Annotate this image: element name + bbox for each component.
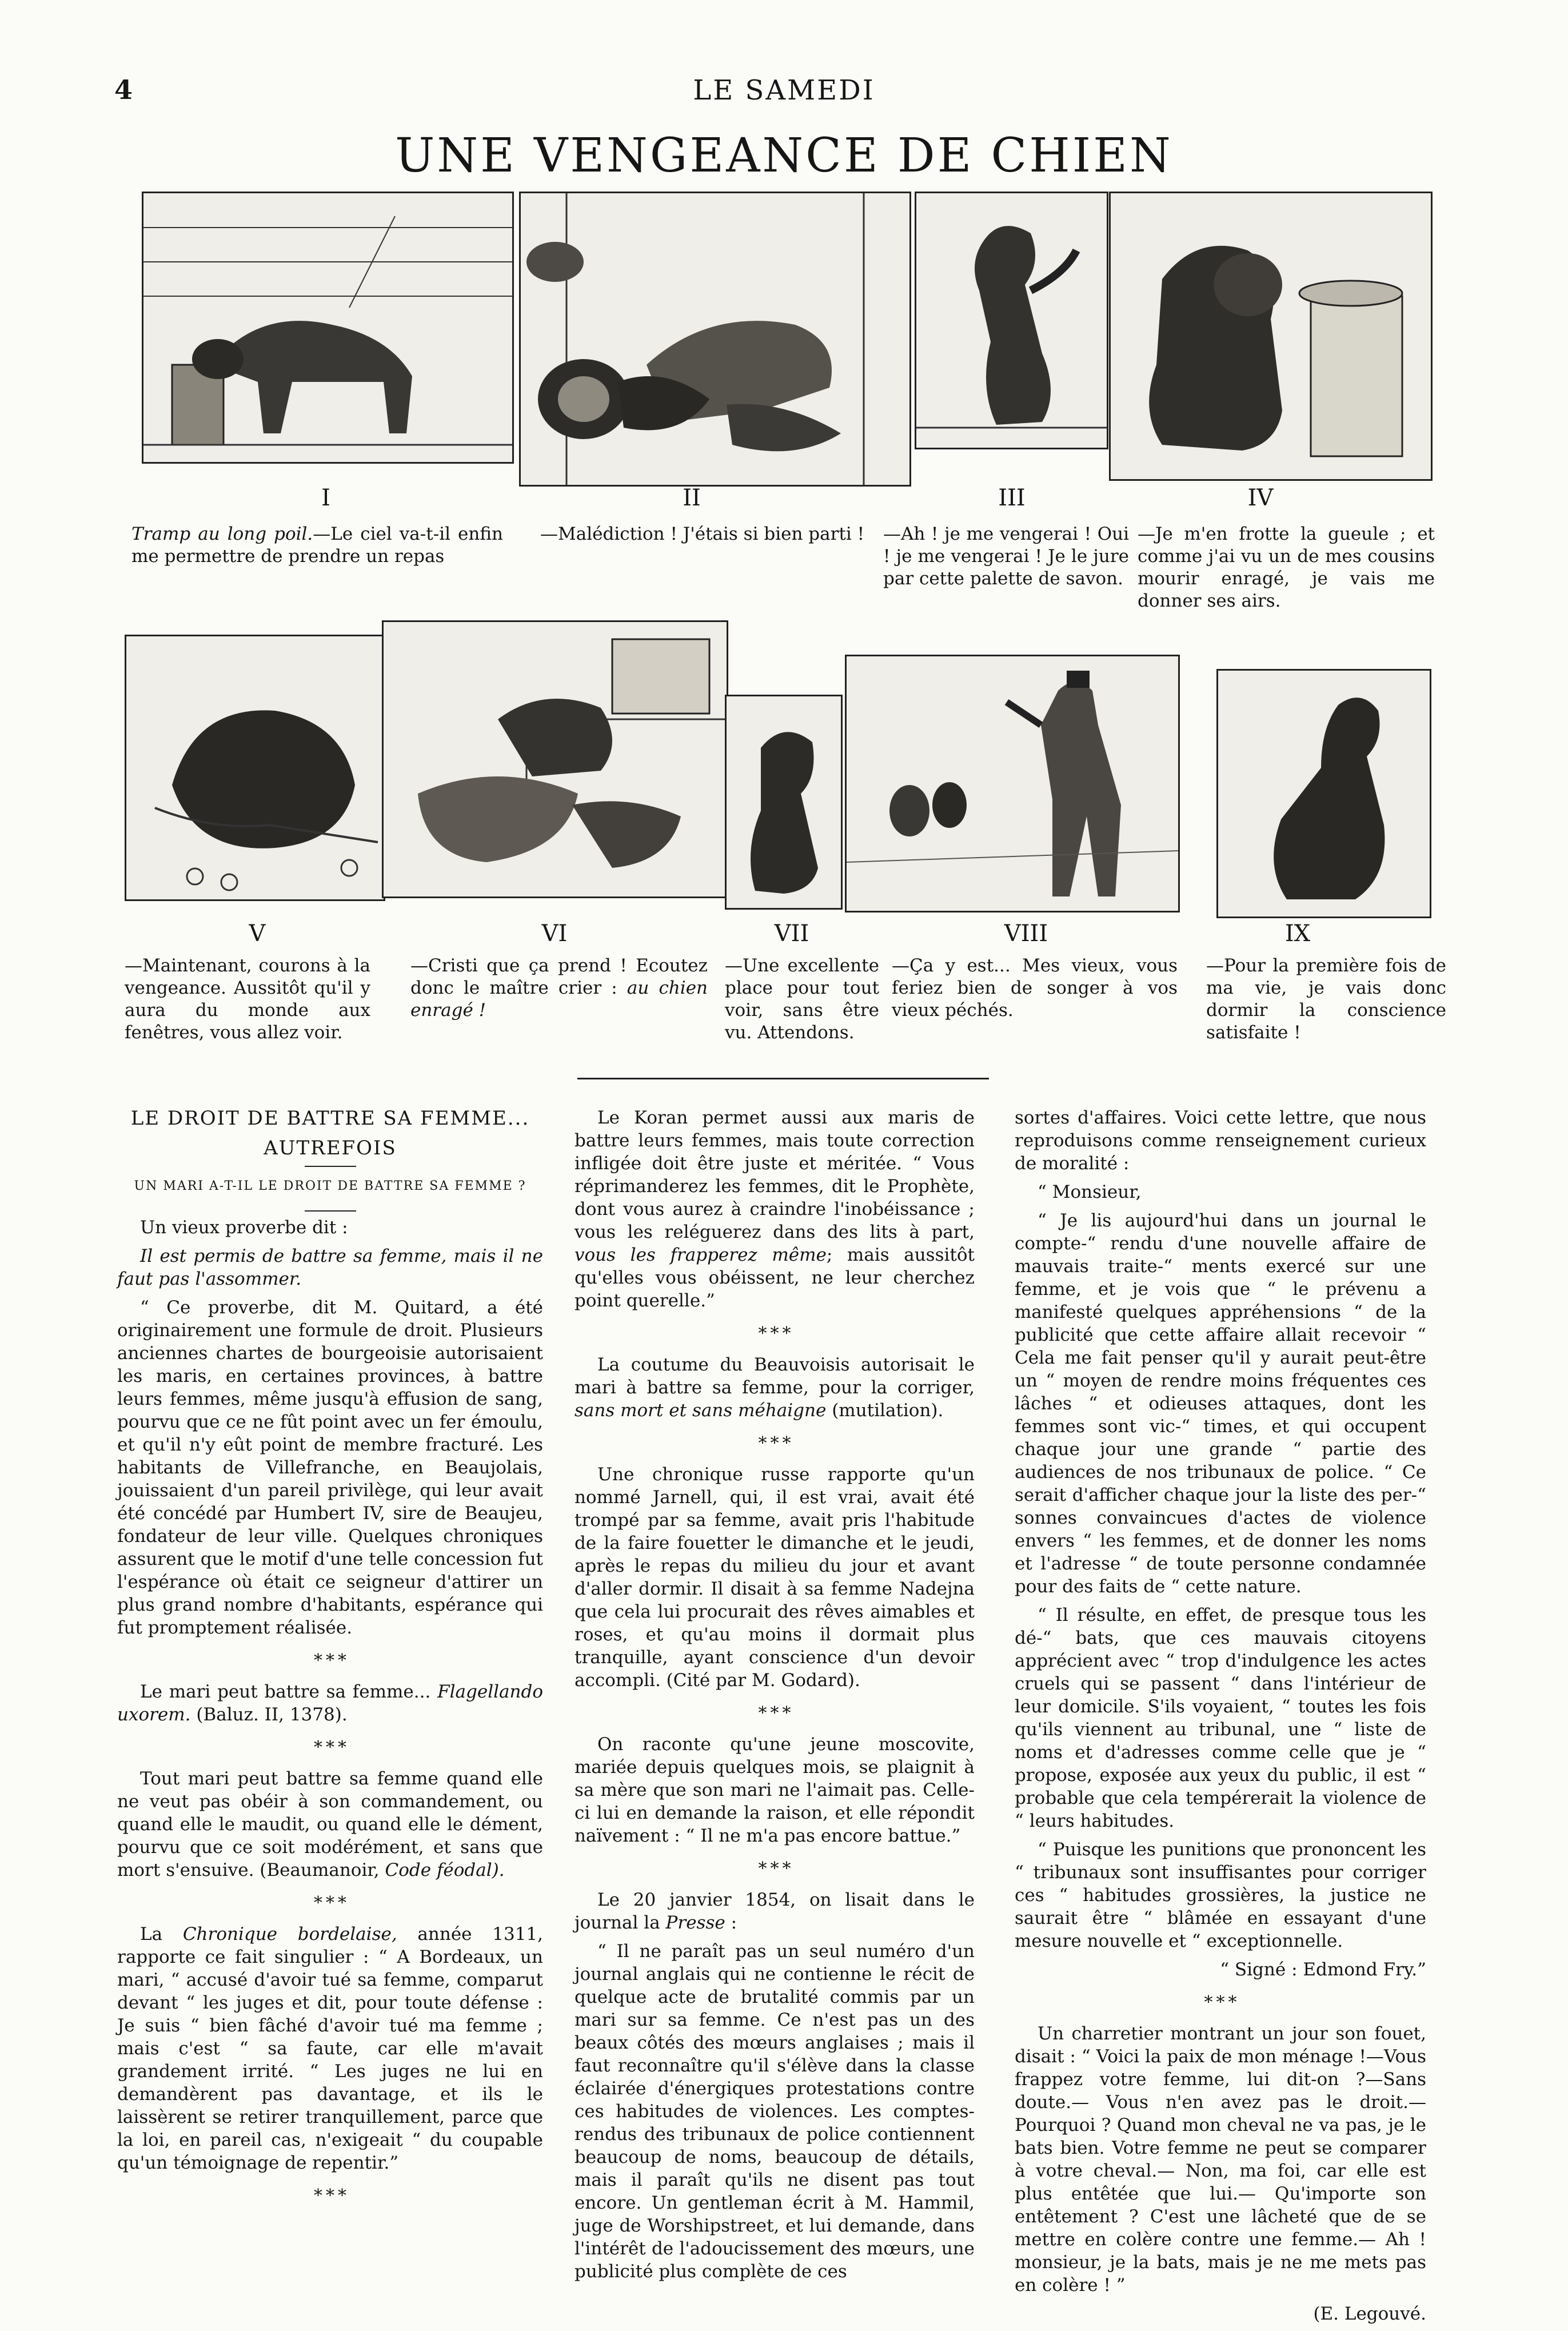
comic-panel-9 xyxy=(1216,669,1431,918)
panel-numeral-3: III xyxy=(998,485,1026,511)
paragraph xyxy=(574,1463,975,1692)
panel-caption-7 xyxy=(725,955,879,1044)
paragraph: sortes d'affaires. Voici cette lettre, que nous reproduisons comme renseignement curieux de moralité : xyxy=(1015,1107,1426,1174)
paragraph: Un charretier montrant un jour son fouet, disait : “ Voici la paix de mon ménage !—Vous frappez votre femme, lui dit-on ?—Sans doute.— Vous n'en avez pas le droit.—Pourquoi ? Quand mon cheval ne va pas, je le bats bien. Votre femme ne peut se comparer à votre cheval.— Non, ma foi, car elle est plus entêtée que lui.— Qu'importe son entêtement ? C'est une lâcheté que de se mettre en colère contre une femme.— Ah ! monsieur, je la bats, mais je ne me mets pas en colère ! ” xyxy=(1015,2023,1426,2296)
article-column-2 xyxy=(574,1106,975,2289)
caption-text: —Pour la première fois de ma vie, je vais donc dormir la conscience satisfaite ! xyxy=(1206,955,1446,1043)
paragraph: Un vieux proverbe dit : xyxy=(140,1217,348,1238)
panel-2-illustration xyxy=(521,193,909,485)
comic-panel-8 xyxy=(845,655,1180,913)
paragraph xyxy=(574,1353,975,1422)
page-header xyxy=(114,74,1454,126)
comic-panel-7 xyxy=(725,695,843,910)
panel-numeral-8: VIII xyxy=(1004,921,1048,947)
text-italic: Chronique bordelaise, xyxy=(182,1924,397,1945)
caption-text: —Malédiction ! J'étais si bien parti ! xyxy=(540,524,865,544)
paragraph xyxy=(117,1680,543,1726)
article-column-3 xyxy=(1015,1106,1426,2331)
panel-numeral-9: IX xyxy=(1284,921,1311,947)
article-title-line-2: AUTREFOIS xyxy=(264,1137,397,1159)
panel-7-illustration xyxy=(727,696,841,908)
comic-panel-2 xyxy=(519,192,911,487)
panel-caption-5 xyxy=(125,955,370,1044)
asterism: * * * xyxy=(758,1703,791,1723)
asterism: * * * xyxy=(314,1651,346,1671)
panel-5-illustration xyxy=(126,636,384,899)
panel-1-illustration xyxy=(143,193,512,462)
letter-paragraph: “ Il résulte, en effet, de presque tous les dé-“ bats, que ces mauvais citoyens apprécient avec “ trop d'indulgence les actes cruels qui se passent “ dans l'intérieur de leur domicile. S'ils voyaient, “ toutes les fois qu'ils viennent au tribunal, une “ liste de noms et d'adresses comme celle que je “ propose, exposée aux yeux du public, il est “ probable que cela tempérerait la violence de “ leurs habitudes. xyxy=(1015,1605,1426,1831)
letter-salutation: “ Monsieur, xyxy=(1038,1182,1142,1202)
text: La coutume du Beauvoisis autorisait le mari à battre sa femme, pour la corriger, xyxy=(574,1354,975,1398)
comic-panel-1 xyxy=(142,192,514,464)
panel-caption-6 xyxy=(410,955,708,1022)
caption-text: —Cristi que ça prend ! Ecoutez donc le maître crier : xyxy=(410,955,708,998)
panel-caption-8 xyxy=(892,955,1178,1022)
letter-paragraph: “ Puisque les punitions que prononcent les “ tribunaux sont insuffisantes pour corriger ces “ habitudes grossières, la justice ne saurait être “ blâmée en essayant d'une mesure nouvelle et “ exceptionnelle. xyxy=(1015,1839,1426,1951)
paragraph: On raconte qu'une jeune moscovite, mariée depuis quelques mois, se plaignit à sa mère que son mari ne l'aimait pas. Celle-ci lui en demande la raison, et elle répondit naïvement : “ Il ne m'a pas encore battue.” xyxy=(574,1734,975,1846)
panel-numeral-5: V xyxy=(249,921,266,947)
text-italic: Presse xyxy=(665,1912,725,1933)
article-column-1 xyxy=(117,1106,543,2216)
asterism: * * * xyxy=(758,1324,791,1344)
asterism: * * * xyxy=(758,1433,791,1453)
text: Le 20 janvier 1854, on lisait dans le journal la xyxy=(574,1890,975,1933)
article-subtitle: UN MARI A-T-IL LE DROIT DE BATTRE SA FEMME ? xyxy=(134,1179,526,1193)
panel-numeral-6: VI xyxy=(541,921,568,947)
caption-text: —Ah ! je me vengerai ! Oui ! je me vengerai ! Je le jure par cette palette de savon. xyxy=(883,524,1129,589)
comic-title: UNE VENGEANCE DE CHIEN xyxy=(395,129,1173,183)
comic-panel-6 xyxy=(382,620,728,898)
panel-caption-9 xyxy=(1206,955,1446,1044)
asterism: * * * xyxy=(314,1893,346,1913)
panel-caption-2 xyxy=(540,523,883,545)
asterism: * * * xyxy=(314,2186,346,2206)
running-title: LE SAMEDI xyxy=(693,74,875,106)
text: (mutilation). xyxy=(832,1400,944,1421)
panel-caption-3 xyxy=(883,523,1129,590)
comic-panel-4 xyxy=(1109,192,1433,481)
panel-9-illustration xyxy=(1218,671,1430,917)
panel-caption-1 xyxy=(131,523,503,568)
caption-text: —Je m'en frotte la gueule ; et comme j'ai vu un de mes cousins mourir enragé, je vais me donner ses airs. xyxy=(1138,524,1435,611)
proverb-italic xyxy=(117,1245,543,1290)
text: Le Koran permet aussi aux maris de battre leurs femmes, mais toute correction infligée doit être juste et méritée. “ Vous réprimanderez les femmes, dit le Prophète, dont vous aurez à craindre l'inobéissance ; vous les reléguerez dans des lits à part, xyxy=(574,1107,975,1242)
panel-3-illustration xyxy=(916,193,1107,448)
paragraph xyxy=(117,1923,543,2174)
caption-text: —Le ciel va-t-il enfin me permettre de prendre un repas xyxy=(131,524,503,567)
letter-signature: “ Signé : Edmond Fry.” xyxy=(1220,1959,1426,1980)
paragraph xyxy=(574,1888,975,1934)
caption-text: —Ça y est... Mes vieux, vous feriez bien de songer à vos vieux péchés. xyxy=(892,955,1178,1021)
attribution: (E. Legouvé. xyxy=(1313,2304,1426,2324)
text: Tout mari peut battre sa femme quand elle ne veut pas obéir à son commandement, ou quand elle le maudit, ou quand elle le dément, pourvu que ce soit modérément, et sans que mort s'ensuive. xyxy=(117,1768,543,1880)
text-italic: Flagellando uxorem. xyxy=(117,1681,543,1725)
panel-8-illustration xyxy=(847,656,1178,911)
page-number: 4 xyxy=(114,74,133,105)
section-divider xyxy=(577,1078,989,1079)
text: La xyxy=(140,1924,163,1945)
caption-text: —Une excellente place pour tout voir, sans être vu. Attendons. xyxy=(725,955,879,1043)
panel-numeral-7: VII xyxy=(774,921,809,947)
panel-4-illustration xyxy=(1111,193,1431,479)
text-italic: sans mort et sans méhaigne xyxy=(574,1400,827,1421)
paragraph xyxy=(117,1767,543,1882)
panel-numeral-2: II xyxy=(683,485,701,511)
asterism: * * * xyxy=(314,1738,346,1758)
comic-panel-3 xyxy=(915,192,1108,449)
text: : xyxy=(731,1912,737,1933)
proverb-text: Il est permis de battre sa femme, mais il ne faut pas l'assommer. xyxy=(117,1246,543,1289)
subtitle-rule xyxy=(305,1210,356,1212)
panel-numeral-4: IV xyxy=(1247,485,1274,511)
asterism: * * * xyxy=(1204,1993,1237,2013)
article-title-line-1: LE DROIT DE BATTRE SA FEMME... xyxy=(130,1107,530,1130)
caption-italic: Tramp au long poil. xyxy=(131,524,313,544)
text: Le mari peut battre sa femme... xyxy=(140,1681,431,1702)
paragraph: “ Il ne paraît pas un seul numéro d'un journal anglais qui ne contienne le récit de quelque acte de brutalité commis par un mari sur sa femme. Ce n'est pas un des beaux côtés des mœurs anglaises ; mais il faut reconnaître qu'il s'élève dans la classe éclairée d'énergiques protestations contre ces habitudes de violences. Les comptes-rendus des tribunaux de police contiennent beaucoup de noms, beaucoup de détails, mais il paraît qu'ils ne disent pas tout encore. Un gentleman écrit à M. Hammil, juge de Worshipstreet, et lui demande, dans l'intérêt de l'adoucissement des mœurs, une publicité plus complète de ces xyxy=(574,1941,975,2282)
asterism: * * * xyxy=(758,1859,791,1879)
text-italic: vous les frapperez même xyxy=(574,1245,827,1265)
citation-italic: Code féodal). xyxy=(385,1860,505,1880)
text: Une chronique russe rapporte qu'un nommé Jarnell, qui, il est vrai, avait été trompé par sa femme, avait pris l'habitude de la faire fouetter le dimanche et le jeudi, après le repas du milieu du jour et avant d'aller dormir. Il disait à sa femme Nadejna que cela lui procurait des rêves aimables et roses, et qu'au moins il dormait plus tranquille, ayant conscience d'un devoir accompli. xyxy=(574,1464,975,1691)
text: année 1311, rapporte ce fait singulier : “ A Bordeaux, un mari, “ accusé d'avoir tué sa femme, comparut devant “ les juges et dit, pour toute défense : Je suis “ bien fâché d'avoir tué ma femme ; mais c'est “ sa faute, car elle m'avait grandement irrité. “ Les juges ne lui en demandèrent pas davantage, et ils le laissèrent se retirer tranquillement, parce que la loi, en pareil cas, n'exigeait “ du coupable qu'un témoignage de repentir.” xyxy=(117,1924,543,2173)
paragraph xyxy=(574,1106,975,1312)
citation: (Cité par M. Godard). xyxy=(666,1670,860,1691)
comic-panel-5 xyxy=(125,635,385,901)
text: ; mais aussitôt qu'elles vous obéissent, ne leur cherchez point querelle.” xyxy=(574,1245,975,1311)
citation: (Baluz. II, 1378). xyxy=(196,1704,348,1725)
panel-numeral-1: I xyxy=(321,485,330,511)
caption-italic: au chien enragé ! xyxy=(410,978,708,1021)
citation: (Beaumanoir, xyxy=(260,1860,380,1880)
paragraph: “ Ce proverbe, dit M. Quitard, a été originairement une formule de droit. Plusieurs anciennes chartes de bourgeoisie autorisaient les maris, en certaines provinces, à battre leurs femmes, même jusqu'à effusion de sang, pourvu que ce ne fût point avec un fer émoulu, et qu'il n'y eût point de membre fracturé. Les habitants de Villefranche, en Beaujolais, jouissaient d'un pareil privilège, qui leur avait été concédé par Humbert IV, sire de Beaujeu, fondateur de leur ville. Quelques chroniques assurent que le motif d'une telle concession fut l'espérance où était ce seigneur d'attirer un plus grand nombre d'habitants, espérance qui fut promptement réalisée. xyxy=(117,1297,543,1638)
title-rule xyxy=(305,1166,356,1167)
caption-text: —Maintenant, courons à la vengeance. Aussitôt qu'il y aura du monde aux fenêtres, vous allez voir. xyxy=(125,955,370,1043)
letter-paragraph: “ Je lis aujourd'hui dans un journal le compte-“ rendu d'une nouvelle affaire de mauvais traite-“ ments exercé sur une femme, et je vois que “ le prévenu a manifesté quelques appréhensions “ de la publicité que cette affaire allait recevoir “ Cela me fait penser qu'il y aurait peut-être un “ moyen de rendre moins fréquentes ces lâches “ et odieuses attaques, dont les femmes sont vic-“ times, et qui occupent chaque jour une grande “ partie des audiences de nos tribunaux de police. “ Ce serait d'afficher chaque jour la liste des per-“ sonnes convaincues d'actes de violence envers “ les femmes, et de donner les noms et l'adresse “ de toute personne condamnée pour des faits de “ cette nature. xyxy=(1015,1210,1426,1597)
panel-6-illustration xyxy=(384,622,727,896)
panel-caption-4 xyxy=(1138,523,1435,612)
